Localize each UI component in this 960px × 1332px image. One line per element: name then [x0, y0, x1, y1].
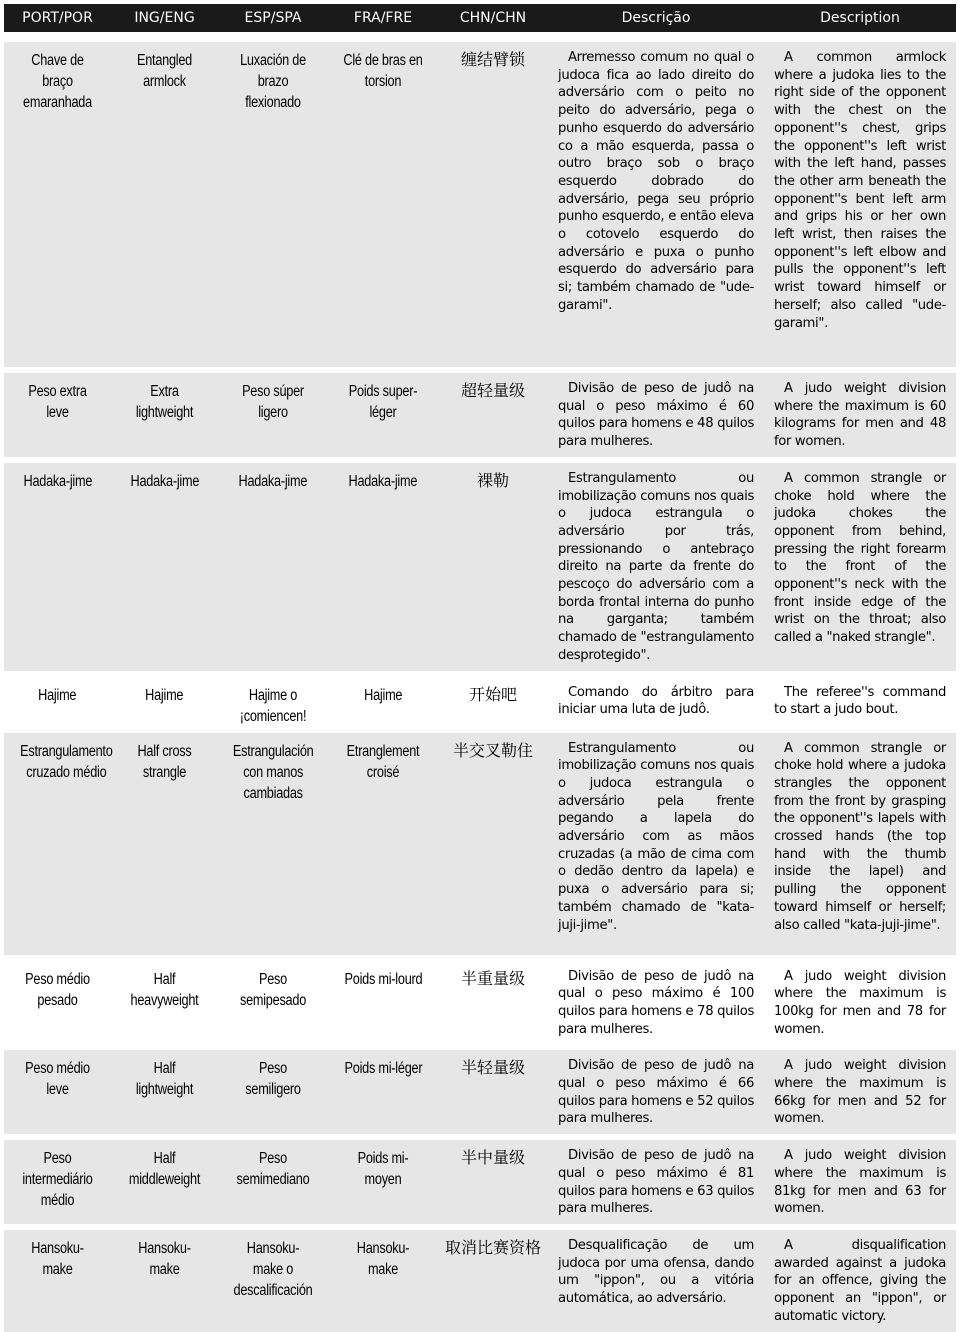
term-fra: Poids super-léger: [328, 373, 438, 457]
table-row: [4, 42, 956, 367]
table-row: [4, 1140, 956, 1224]
term-eng: Hansoku-make: [111, 1230, 218, 1332]
term-chn: 取消比赛资格: [438, 1230, 548, 1332]
description-pt: Comando do árbitro para iniciar uma luta de judô.: [548, 677, 764, 727]
description-en: A judo weight division where the maximum is 60 kilograms for men and 48 for women.: [764, 373, 956, 457]
term-eng: Half lightweight: [111, 1050, 218, 1134]
term-spa: Peso semipesado: [218, 961, 328, 1045]
term-fra: Etranglement croisé: [328, 733, 438, 955]
description-pt: Divisão de peso de judô na qual o peso máximo é 66 quilos para homens e 52 quilos para mulheres.: [548, 1050, 764, 1134]
term-por: Peso médio leve: [4, 1050, 111, 1134]
term-spa: Luxación de brazo flexionado: [218, 42, 328, 367]
table-row: [4, 1230, 956, 1332]
term-chn: 半重量级: [438, 961, 548, 1045]
term-fra: Hadaka-jime: [328, 463, 438, 671]
term-chn: 半轻量级: [438, 1050, 548, 1134]
term-eng: Half middleweight: [111, 1140, 218, 1224]
term-chn: 开始吧: [438, 677, 548, 727]
header-fra: FRA/FRE: [328, 4, 438, 32]
table-row: [4, 961, 956, 1045]
term-chn: 半中量级: [438, 1140, 548, 1224]
header-description: Description: [764, 4, 956, 32]
header-descricao: Descrição: [548, 4, 764, 32]
term-fra: Poids mi-lourd: [328, 961, 438, 1045]
term-spa: Hadaka-jime: [218, 463, 328, 671]
term-spa: Hansoku-make o descalificación: [218, 1230, 328, 1332]
term-spa: Peso semimediano: [218, 1140, 328, 1224]
term-chn: 超轻量级: [438, 373, 548, 457]
term-por: Peso médio pesado: [4, 961, 111, 1045]
description-en: A common strangle or choke hold where a judoka strangles the opponent from the front by grasping the opponent''s lapels with crossed hands (the top hand with the thumb inside the lapel) and pulling the opponent toward himself or herself; also called "kata-juji-jime".: [764, 733, 956, 955]
term-spa: Peso semiligero: [218, 1050, 328, 1134]
description-en: A judo weight division where the maximum is 81kg for men and 63 for women.: [764, 1140, 956, 1224]
description-en: The referee''s command to start a judo bout.: [764, 677, 956, 727]
term-fra: Hajime: [328, 677, 438, 727]
description-pt: Divisão de peso de judô na qual o peso máximo é 60 quilos para homens e 48 quilos para mulheres.: [548, 373, 764, 457]
term-por: Chave de braço emaranhada: [4, 42, 111, 367]
description-en: A judo weight division where the maximum is 100kg for men and 78 for women.: [764, 961, 956, 1045]
term-eng: Entangled armlock: [111, 42, 218, 367]
term-chn: 裸勒: [438, 463, 548, 671]
table-row: [4, 677, 956, 727]
description-pt: Estrangulamento ou imobilização comuns nos quais o judoca estrangula o adversário por trás, pressionando o antebraço direito na parte da frente do pescoço do adversário com a borda frontal interna do punho na garganta; também chamado de "estrangulamento desprotegido".: [548, 463, 764, 671]
term-eng: Half cross strangle: [111, 733, 218, 955]
table-row: [4, 733, 956, 955]
table-row: [4, 463, 956, 671]
term-por: Peso intermediário médio: [4, 1140, 111, 1224]
term-fra: Clé de bras en torsion: [328, 42, 438, 367]
term-eng: Hajime: [111, 677, 218, 727]
description-en: A judo weight division where the maximum is 66kg for men and 52 for women.: [764, 1050, 956, 1134]
term-eng: Hadaka-jime: [111, 463, 218, 671]
description-en: A common strangle or choke hold where the judoka chokes the opponent from behind, pressing the right forearm to the front of the opponent''s neck with the front inside edge of the wrist on the throat; also called a "naked strangle".: [764, 463, 956, 671]
term-spa: Peso súper ligero: [218, 373, 328, 457]
term-por: Peso extra leve: [4, 373, 111, 457]
term-fra: Poids mi-léger: [328, 1050, 438, 1134]
glossary-table: [4, 4, 956, 1332]
description-pt: Desqualificação de um judoca por uma ofensa, dando um "ippon", ou a vitória automática, ao adversário.: [548, 1230, 764, 1332]
description-pt: Divisão de peso de judô na qual o peso máximo é 100 quilos para homens e 78 quilos para mulheres.: [548, 961, 764, 1045]
header-por: PORT/POR: [4, 4, 111, 32]
glossary-page: [4, 4, 956, 1332]
description-pt: Estrangulamento ou imobilização comuns nos quais o judoca estrangula o adversário pela frente pegando a lapela do adversário com as mãos cruzadas (a mão de cima com o dedão dentro da lapela) e puxa o adversário para si; também chamado de "kata-juji-jime".: [548, 733, 764, 955]
table-row: [4, 1050, 956, 1134]
term-por: Hajime: [4, 677, 111, 727]
header-chn: CHN/CHN: [438, 4, 548, 32]
term-por: Hansoku-make: [4, 1230, 111, 1332]
term-eng: Half heavyweight: [111, 961, 218, 1045]
description-pt: Divisão de peso de judô na qual o peso máximo é 81 quilos para homens e 63 quilos para mulheres.: [548, 1140, 764, 1224]
description-en: A common armlock where a judoka lies to the right side of the opponent with the chest on the opponent''s chest, grips the opponent''s left wrist with the left hand, passes the other arm beneath the opponent''s bent left arm and grips his or her own left wrist, then raises the opponent''s left elbow and pulls the opponent''s left wrist toward himself or herself; also called "ude-garami".: [764, 42, 956, 367]
term-por: Hadaka-jime: [4, 463, 111, 671]
term-fra: Hansoku-make: [328, 1230, 438, 1332]
term-fra: Poids mi-moyen: [328, 1140, 438, 1224]
description-en: A disqualification awarded against a judoka for an offence, giving the opponent an "ippon", or automatic victory.: [764, 1230, 956, 1332]
header-eng: ING/ENG: [111, 4, 218, 32]
table-row: [4, 373, 956, 457]
header-spa: ESP/SPA: [218, 4, 328, 32]
term-chn: 半交叉勒住: [438, 733, 548, 955]
term-chn: 缠结臂锁: [438, 42, 548, 367]
header-row: [4, 4, 956, 32]
term-por: Estrangulamento cruzado médio: [4, 733, 111, 955]
term-eng: Extra lightweight: [111, 373, 218, 457]
term-spa: Hajime o ¡comiencen!: [218, 677, 328, 727]
term-spa: Estrangulación con manos cambiadas: [218, 733, 328, 955]
description-pt: Arremesso comum no qual o judoca fica ao lado direito do adversário com o peito no peito do adversário, pega o punho esquerdo do adversário co a mão esquerda, passa o outro braço sob o braço esquerdo dobrado do adversário, pega seu próprio punho esquerdo, e então eleva o cotovelo esquerdo do adversário e puxa o punho esquerdo do adversário para si; também chamado de "ude-garami".: [548, 42, 764, 367]
